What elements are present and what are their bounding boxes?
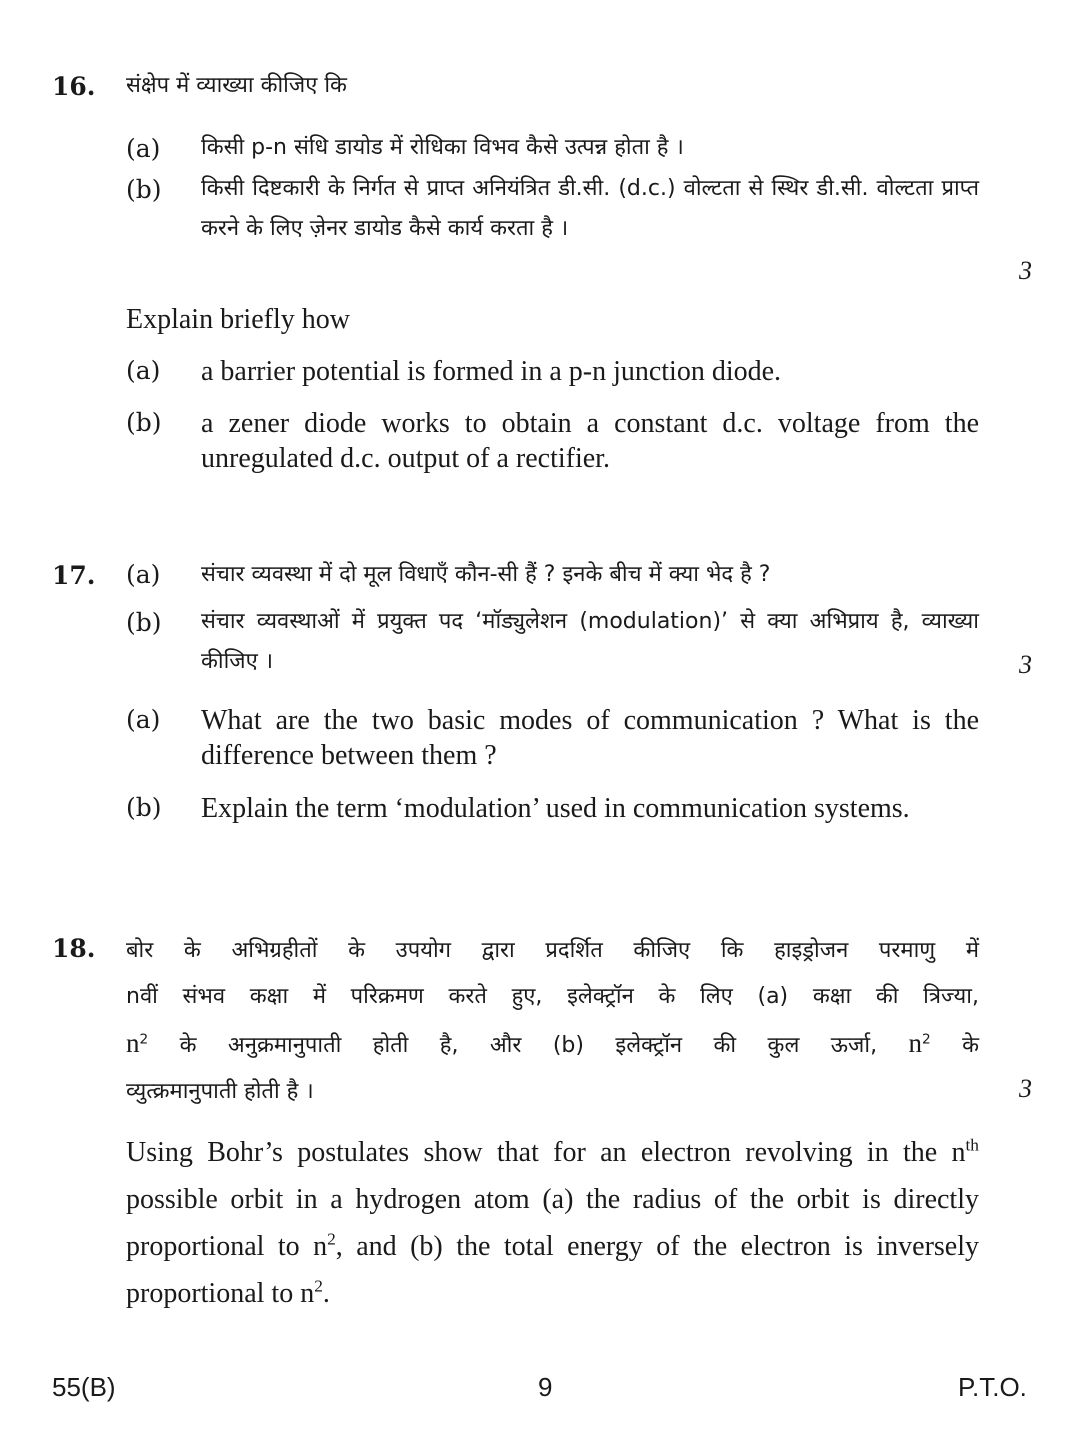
q18-hindi-line-4: व्युत्क्रमानुपाती होती है ।: [126, 1079, 314, 1104]
q18-english-part-1: Using Bohr’s postulates show that for an electron revolving in the n: [126, 1137, 966, 1168]
please-turn-over: P.T.O.: [958, 1372, 1027, 1402]
q17-english-a-label: (a): [126, 705, 161, 734]
q17-marks: 3: [1019, 650, 1032, 679]
q18-n-symbol-2: n: [908, 1028, 922, 1058]
q17-hindi-a: संचार व्यवस्था में दो मूल विधाएँ कौन-सी हैं ? इनके बीच में क्या भेद है ?: [201, 562, 771, 587]
q16-hindi-b-label: (b): [126, 175, 162, 204]
q17-english-b: Explain the term ‘modulation’ used in communication systems.: [201, 793, 910, 824]
question-18-number: 18.: [52, 934, 96, 963]
q18-n-symbol: n: [126, 1028, 140, 1058]
page-number: 9: [538, 1372, 553, 1402]
q17-hindi-b-label: (b): [126, 608, 162, 637]
q18-hindi-line-3-end: के: [930, 1033, 979, 1058]
q18-hindi-line-1: बोर के अभिग्रहीतों के उपयोग द्वारा प्रदर्शित कीजिए कि हाइड्रोजन परमाणु में: [126, 938, 979, 963]
q18-superscript-th: th: [965, 1135, 979, 1155]
q16-hindi-a: किसी p-n संधि डायोड में रोधिका विभव कैसे उत्पन्न होता है ।: [201, 135, 684, 160]
q18-superscript-2-en-b: 2: [314, 1276, 323, 1296]
q18-marks: 3: [1019, 1074, 1032, 1103]
q18-english-part-4: .: [322, 1278, 330, 1309]
q16-english-b-label: (b): [126, 408, 162, 437]
q18-superscript-2b: 2: [922, 1031, 931, 1048]
q18-hindi-block: [126, 928, 979, 1115]
q16-hindi-b: किसी दिष्टकारी के निर्गत से प्राप्त अनियंत्रित डी.सी. (d.c.) वोल्टता से स्थिर डी.सी. वोल्टता प्राप्त करने के लिए ज़ेनर डायोड कैसे कार्य करता है ।: [201, 176, 979, 241]
q18-english-part-3: , and (b) the total energy of the electron is inversely proportional to n: [126, 1231, 979, 1309]
q18-english-part-2: possible orbit in a hydrogen atom (a) the radius of the orbit is directly proportional to n: [126, 1184, 979, 1262]
q16-marks: 3: [1019, 256, 1032, 285]
q18-hindi-line-2: nवीं संभव कक्षा में परिक्रमण करते हुए, इलेक्ट्रॉन के लिए (a) कक्षा की त्रिज्या,: [126, 984, 979, 1009]
q17-english-b-label: (b): [126, 793, 162, 822]
q18-superscript-2-en-a: 2: [327, 1229, 336, 1249]
q17-hindi-a-label: (a): [126, 560, 161, 589]
q16-hindi-a-label: (a): [126, 134, 161, 163]
q16-english-b: a zener diode works to obtain a constant d.c. voltage from the unregulated d.c. output of a rectifier.: [201, 408, 979, 474]
q17-hindi-b: संचार व्यवस्थाओं में प्रयुक्त पद ‘मॉड्युलेशन (modulation)’ से क्या अभिप्राय है, व्याख्या कीजिए ।: [201, 609, 979, 674]
q16-hindi-intro: संक्षेप में व्याख्या कीजिए कि: [126, 73, 347, 98]
q16-english-intro: Explain briefly how: [126, 304, 350, 335]
question-17-number: 17.: [52, 561, 96, 590]
question-16-number: 16.: [52, 72, 96, 101]
paper-code: 55(B): [52, 1372, 116, 1402]
q18-hindi-line-3: [126, 1020, 979, 1069]
q16-english-a: a barrier potential is formed in a p-n junction diode.: [201, 356, 782, 387]
q18-hindi-line-3-middle: के अनुक्रमानुपाती होती है, और (b) इलेक्ट्रॉन की कुल ऊर्जा,: [148, 1033, 909, 1058]
q16-english-a-label: (a): [126, 356, 161, 385]
q17-english-a: What are the two basic modes of communication ? What is the difference between them ?: [201, 705, 979, 771]
q18-english-paragraph: [126, 1129, 979, 1317]
q18-superscript-2: 2: [139, 1031, 149, 1048]
